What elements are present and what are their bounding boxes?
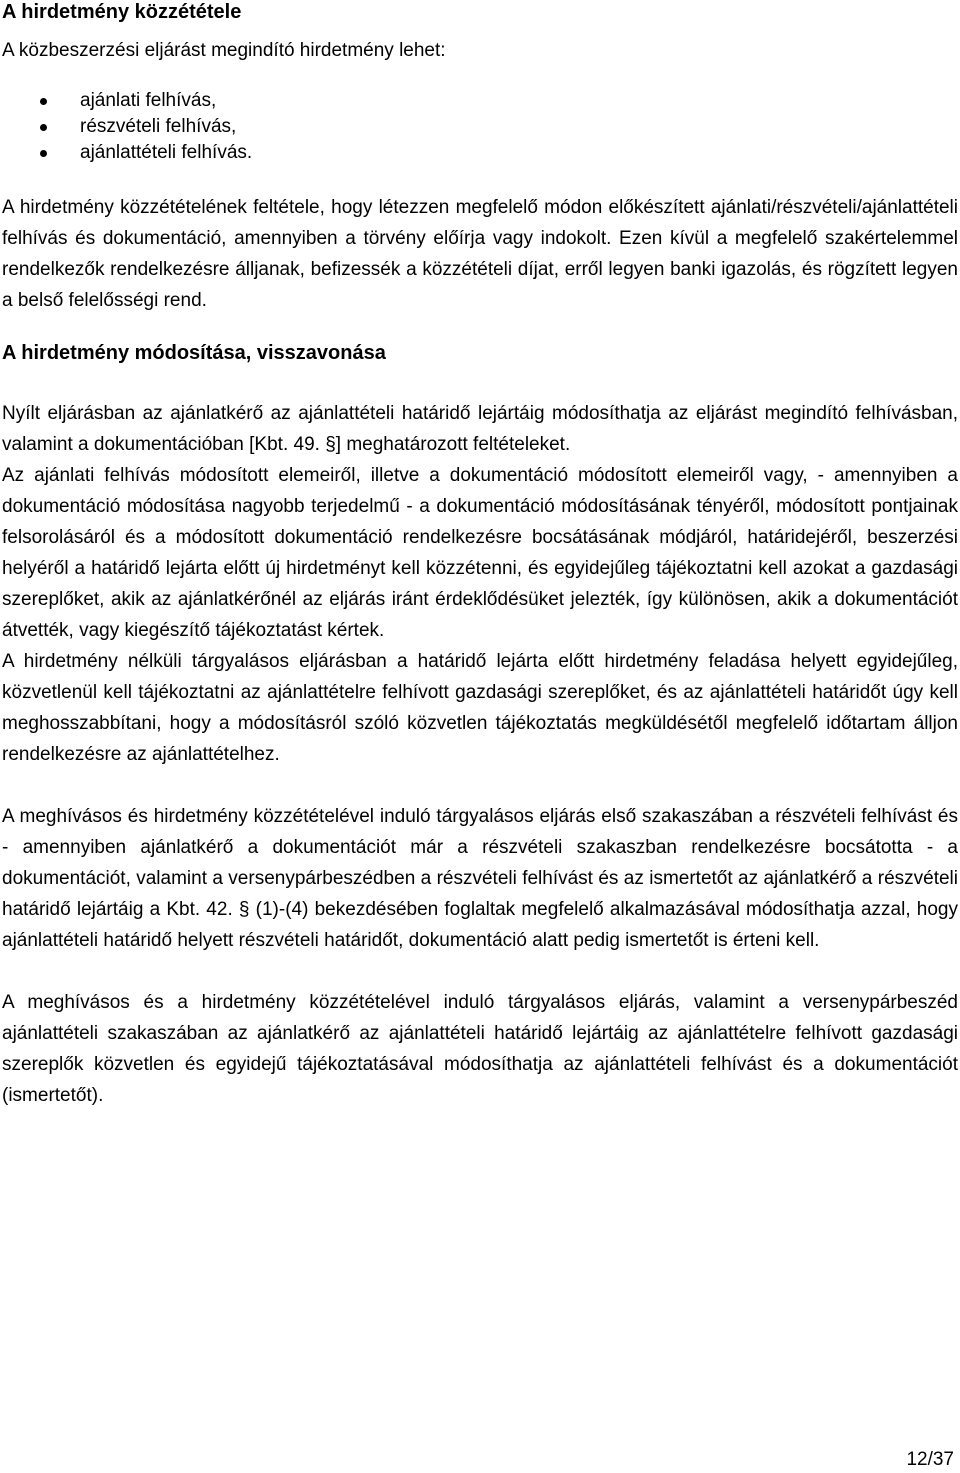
paragraph: Az ajánlati felhívás módosított elemeiről, illetve a dokumentáció módosított elemeiről vagy, - amennyiben a dokumentáció módosítása nagyobb terjedelmű - a dokumentáció módosításának tényéről, módosított pontjainak felsorolásáról és a módosított dokumentáció rendelkezésre bocsátásának módjáról, határidejéről, beszerzési helyéről a határidő lejárta előtt új hirdetményt kell közzétenni, és egyidejűleg tájékoztatni kell azokat a gazdasági szereplőket, akik az ajánlatkérőnél az eljárás iránt érdeklődésüket jelezték, így különösen, akik a dokumentációt átvették, vagy kiegészítő tájékoztatást kértek.: [2, 465, 958, 641]
notice-type-list: [2, 88, 958, 166]
section-title-publication: A hirdetmény közzététele: [2, 1, 242, 23]
intro-text: A közbeszerzési eljárást megindító hirdetmény lehet:: [2, 40, 446, 61]
page-number: 12/37: [906, 1449, 954, 1470]
section-title-modification: A hirdetmény módosítása, visszavonása: [2, 342, 386, 364]
bullet-icon: [40, 124, 47, 131]
list-item: ajánlattételi felhívás.: [2, 140, 958, 166]
paragraph: A hirdetmény nélküli tárgyalásos eljárásban a határidő lejárta előtt hirdetmény feladása helyett egyidejűleg, közvetlenül kell tájékoztatni az ajánlattételre felhívott gazdasági szereplőket, és az ajánlattételi határidőt úgy kell meghosszabbítani, hogy a módosításról szóló közvetlen tájékoztatás megküldésétől megfelelő időtartam álljon rendelkezésre az ajánlattételhez.: [2, 651, 958, 765]
paragraph: A meghívásos és hirdetmény közzétételével induló tárgyalásos eljárás első szakaszában a részvételi felhívást és - amennyiben ajánlatkérő a dokumentációt már a részvételi szakaszban rendelkezésre bocsátotta - a dokumentációt, valamint a versenypárbeszédben a részvételi felhívást és az ismertetőt az ajánlatkérő a részvételi határidő lejártáig a Kbt. 42. § (1)-(4) bekezdésében foglaltak megfelelő alkalmazásával módosíthatja azzal, hogy ajánlattételi határidő helyett részvételi határidőt, dokumentáció alatt pedig ismertetőt is érteni kell.: [2, 806, 958, 951]
bullet-icon: [40, 98, 47, 105]
list-item: ajánlati felhívás,: [2, 88, 958, 114]
publication-conditions-paragraph: A hirdetmény közzétételének feltétele, hogy létezzen megfelelő módon előkészített ajánlati/részvételi/ajánlattételi felhívás és dokumentáció, amennyiben a törvény előírja vagy indokolt. Ezen kívül a megfelelő szakértelemmel rendelkezők rendelkezésre álljanak, befizessék a közzétételi díjat, erről legyen banki igazolás, és rögzített legyen a belső felelősségi rend.: [2, 197, 958, 311]
paragraph: A meghívásos és a hirdetmény közzétételével induló tárgyalásos eljárás, valamint a versenypárbeszéd ajánlattételi szakaszában az ajánlatkérő az ajánlattételi határidő lejártáig az ajánlattételre felhívott gazdasági szereplők közvetlen és egyidejű tájékoztatásával módosíthatja az ajánlattételi felhívást és a dokumentációt (ismertetőt).: [2, 992, 958, 1106]
paragraph: Nyílt eljárásban az ajánlatkérő az ajánlattételi határidő lejártáig módosíthatja az eljárást megindító felhívásban, valamint a dokumentációban [Kbt. 49. §] meghatározott feltételeket.: [2, 403, 958, 455]
bullet-icon: [40, 150, 47, 157]
list-item: részvételi felhívás,: [2, 114, 958, 140]
